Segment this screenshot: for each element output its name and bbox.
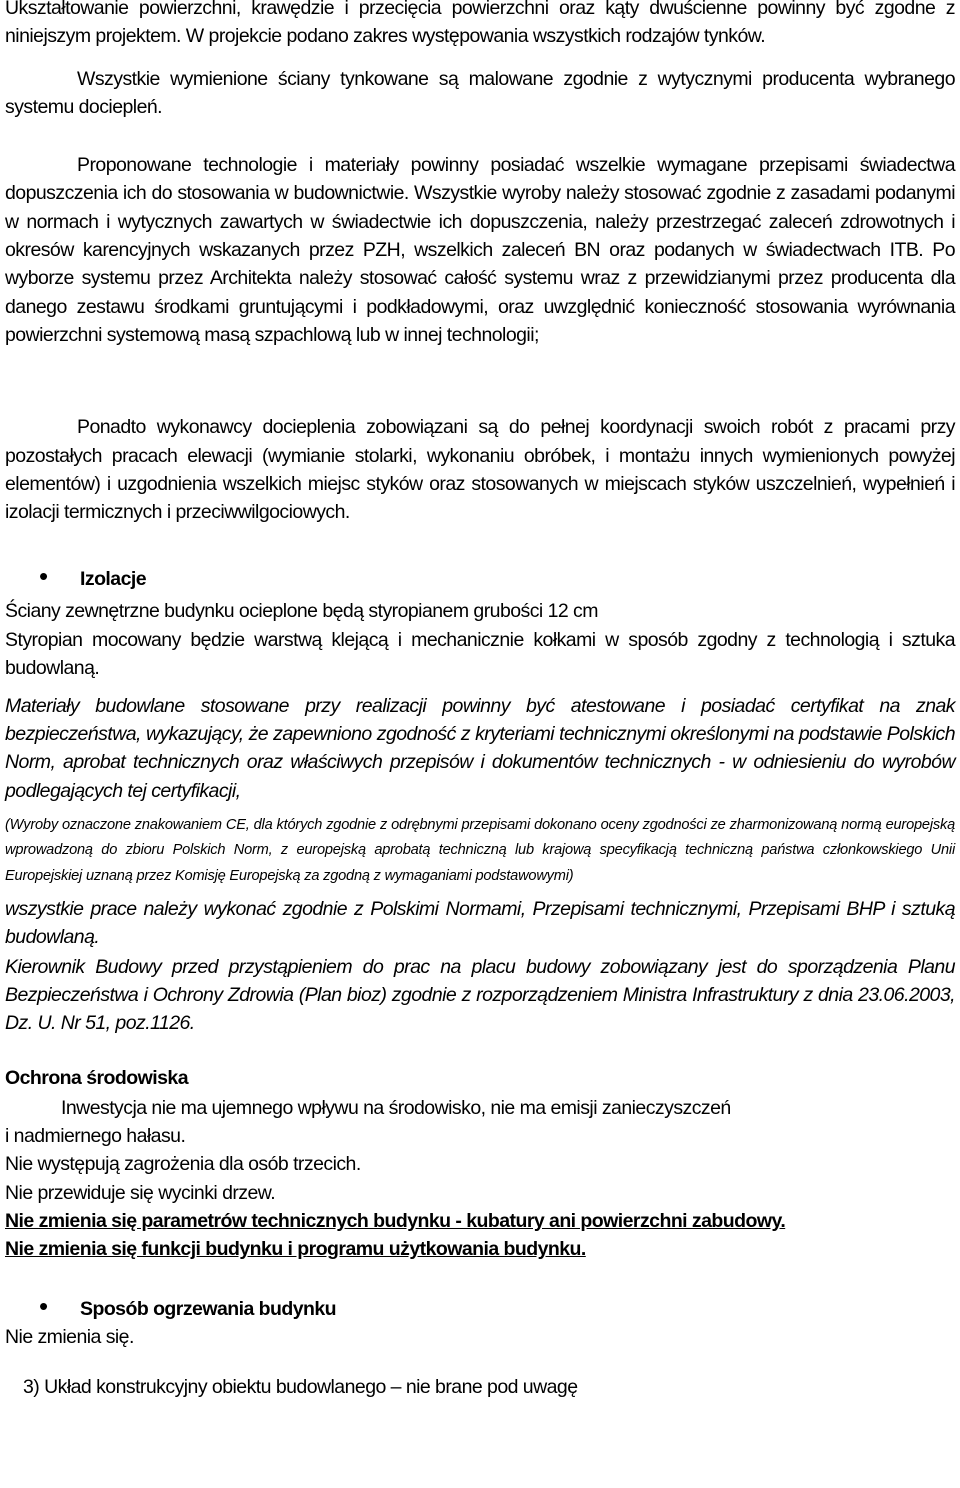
section-heating-heading <box>5 1292 955 1323</box>
document-page <box>5 0 955 1402</box>
section-izolacje-heading <box>5 562 955 593</box>
heating-text: Nie zmienia się. <box>5 1325 134 1348</box>
paragraph-standards: wszystkie prace należy wykonać zgodnie z Polskimi Normami, Przepisami technicznymi, Przepisami BHP i sztuką budowlaną. <box>5 898 955 949</box>
environment-line-4: Nie zmienia się parametrów technicznych budynku - kubatury ani powierzchni zabudowy. <box>5 1210 786 1233</box>
section-title-environment: Ochrona środowiska <box>5 1066 188 1089</box>
environment-line-1: Inwestycja nie ma ujemnego wpływu na środowisko, nie ma emisji zanieczyszczeń <box>61 1096 731 1119</box>
izolacje-line-2: Styropian mocowany będzie warstwą klejącą i mechanicznie kołkami w sposób zgodny z technologią i sztuka budowlaną. <box>5 629 955 680</box>
environment-line-3: Nie przewiduje się wycinki drzew. <box>5 1181 276 1204</box>
paragraph-materials-certification: Materiały budowlane stosowane przy realizacji powinny być atestowane i posiadać certyfikat na znak bezpieczeństwa, wykazujący, że zapewniono zgodność z kryteriami technicznymi określonymi na podstawie Polskich Norm, aprobat technicznych oraz właściwych przepisów i dokumentów technicznych - w odniesieniu do wyrobów podlegających tej certyfikacji, <box>5 694 955 802</box>
izolacje-line-1: Ściany zewnętrzne budynku ocieplone będą styropianem grubości 12 cm <box>5 599 598 622</box>
bullet-icon: • <box>39 561 48 592</box>
bullet-icon: • <box>39 1290 48 1321</box>
paragraph-painted-walls: Wszystkie wymienione ściany tynkowane są malowane zgodnie z wytycznymi producenta wybranego systemu dociepleń. <box>5 67 955 118</box>
section-title: Izolacje <box>80 568 147 591</box>
paragraph-surface-shaping: Ukształtowanie powierzchni, krawędzie i przecięcia powierzchni oraz kąty dwuścienne powinny być zgodne z niniejszym projektem. W projekcie podano zakres występowania wszystkich rodzajów tynków. <box>5 0 955 48</box>
structural-system-item: 3) Układ konstrukcyjny obiektu budowlanego – nie brane pod uwagę <box>23 1376 578 1399</box>
environment-line-1b: i nadmiernego hałasu. <box>5 1125 186 1148</box>
paragraph-ce-marking: (Wyroby oznaczone znakowaniem CE, dla których zgodnie z odrębnymi przepisami dokonano oceny zgodności ze zharmonizowaną normą europejską wprowadzoną do zbioru Polskich Norm, z europejską aprobatą techniczną lub krajową specyfikacją techniczną państwa członkowskiego Unii Europejskiej uznaną przez Komisję Europejską za zgodną z wymaganiami podstawowymi) <box>5 816 955 884</box>
section-title: Sposób ogrzewania budynku <box>80 1297 337 1320</box>
environment-line-5: Nie zmienia się funkcji budynku i programu użytkowania budynku. <box>5 1238 586 1261</box>
paragraph-bioz-plan: Kierownik Budowy przed przystąpieniem do prac na placu budowy zobowiązany jest do sporządzenia Planu Bezpieczeństwa i Ochrony Zdrowia (Plan bioz) zgodnie z rozporządzeniem Ministra Infrastruktury z dnia 23.06.2003, Dz. U. Nr 51, poz.1126. <box>5 955 955 1035</box>
paragraph-technologies-materials: Proponowane technologie i materiały powinny posiadać wszelkie wymagane przepisami świadectwa dopuszczenia ich do stosowania w budownictwie. Wszystkie wyroby należy stosować zgodnie z zasadami podanymi w normach i wytycznych zawartych w świadectwie ich dopuszczenia, należy przestrzegać zaleceń zdrowotnych i okresów karencyjnych wskazanych przez PZH, wszelkich zaleceń BN oraz podanych w świadectwach ITB. Po wyborze systemu przez Architekta należy stosować całość systemu wraz z przewidzianymi przez producenta dla danego zestawu środkami gruntującymi i podkładowymi, oraz uwzględnić konieczność stosowania wyrównania powierzchni systemową masą szpachlową lub w innej technologii; <box>5 154 955 346</box>
paragraph-coordination: Ponadto wykonawcy docieplenia zobowiązani są do pełnej koordynacji swoich robót z pracami przy pozostałych pracach elewacji (wymianie stolarki, wykonaniu obróbek, i montażu innych wymienionych powyżej elementów) i uzgodnienia wszelkich miejsc styków oraz stosowanych w miejscach styków uszczelnień, wypełnień i izolacji termicznych i przeciwwilgociowych. <box>5 416 955 524</box>
environment-line-2: Nie występują zagrożenia dla osób trzecich. <box>5 1153 361 1176</box>
